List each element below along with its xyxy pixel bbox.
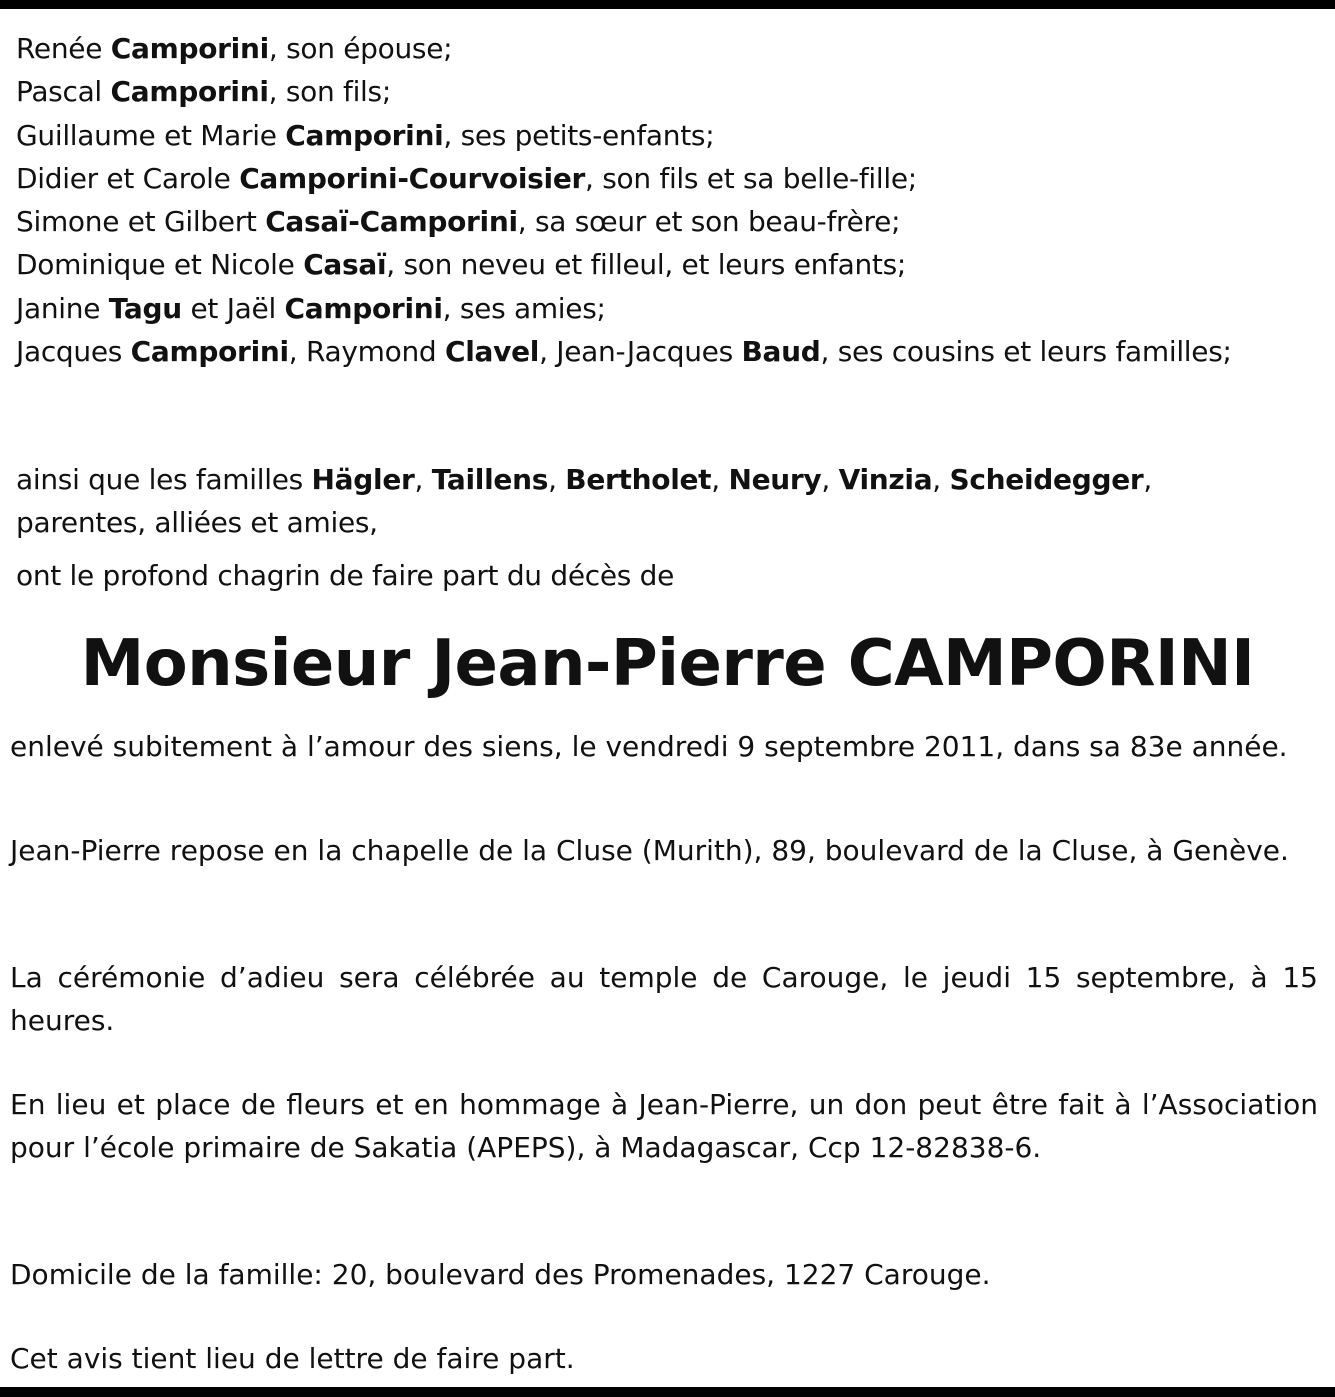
repose-paragraph: Jean-Pierre repose en la chapelle de la Cluse (Murith), 89, boulevard de la Cluse, à Genève. bbox=[10, 834, 1289, 867]
mourner-first-names: Dominique et Nicole bbox=[16, 248, 304, 282]
families-paragraph: ainsi que les familles Hägler, Taillens, Bertholet, Neury, Vinzia, Scheidegger, parentes, alliées et amies, bbox=[16, 463, 1153, 539]
mourner-relation: , ses petits-enfants; bbox=[443, 118, 715, 152]
families-suffix: parentes, alliées et amies, bbox=[16, 506, 378, 539]
mourner-surname: Camporini-Courvoisier bbox=[239, 161, 586, 195]
mourner-line bbox=[16, 200, 1306, 243]
family-name: Vinzia bbox=[838, 463, 933, 496]
mourner-first-names: Pascal bbox=[16, 75, 111, 109]
mourner-first-names: Didier et Carole bbox=[16, 161, 240, 195]
donation-paragraph: En lieu et place de fleurs et en hommage à Jean-Pierre, un don peut être fait à l’Association pour l’école primaire de Sakatia (APEPS), à Madagascar, Ccp 12-82838-6. bbox=[10, 1088, 1318, 1164]
family-name: Bertholet bbox=[565, 463, 712, 496]
mourner-surname: Camporini bbox=[284, 291, 443, 325]
mourner-surname: Tagu bbox=[108, 291, 182, 325]
mourner-surname: Baud bbox=[741, 335, 821, 369]
mourner-surname: Camporini bbox=[285, 118, 444, 152]
families-prefix: ainsi que les familles bbox=[16, 463, 312, 496]
domicile-paragraph: Domicile de la famille: 20, boulevard des Promenades, 1227 Carouge. bbox=[10, 1258, 991, 1291]
mourner-surname: Casaï-Camporini bbox=[265, 205, 518, 239]
ceremony-paragraph: La cérémonie d’adieu sera célébrée au temple de Carouge, le jeudi 15 septembre, à 15 heures. bbox=[10, 961, 1318, 1037]
mourner-line-amies: Janine Tagu et Jaël Camporini, ses amies; bbox=[16, 291, 606, 325]
death-paragraph: enlevé subitement à l’amour des siens, le vendredi 9 septembre 2011, dans sa 83e année. bbox=[10, 730, 1288, 763]
family-name: Scheidegger bbox=[949, 463, 1144, 496]
mourner-first-names: Guillaume et Marie bbox=[16, 118, 286, 152]
deceased-name-heading: Monsieur Jean-Pierre CAMPORINI bbox=[80, 627, 1255, 701]
mourner-relation: , son neveu et filleul, et leurs enfants; bbox=[386, 248, 907, 282]
mourner-relation: , son fils; bbox=[268, 75, 391, 109]
closing-paragraph: Cet avis tient lieu de lettre de faire part. bbox=[10, 1342, 575, 1375]
mourner-line bbox=[16, 27, 1306, 70]
mourner-line-cousins: Jacques Camporini, Raymond Clavel, Jean-Jacques Baud, ses cousins et leurs familles; bbox=[16, 335, 1232, 369]
family-name: Hägler bbox=[311, 463, 415, 496]
mourner-relation: , son fils et sa belle-fille; bbox=[585, 161, 917, 195]
mourner-relation: , sa sœur et son beau-frère; bbox=[517, 205, 901, 239]
mourner-first-names: Renée bbox=[16, 32, 111, 65]
mourner-surname: Camporini bbox=[130, 335, 289, 369]
family-name: Taillens bbox=[431, 463, 549, 496]
announcement-intro: ont le profond chagrin de faire part du décès de bbox=[16, 559, 675, 592]
mourner-line bbox=[16, 114, 1306, 157]
mourners-list bbox=[16, 27, 1306, 373]
mourner-line bbox=[16, 70, 1306, 113]
mourner-first-names: Simone et Gilbert bbox=[16, 205, 266, 239]
mourner-line bbox=[16, 157, 1306, 200]
mourner-surname: Camporini bbox=[110, 75, 269, 109]
mourner-surname: Camporini bbox=[110, 32, 269, 65]
family-name: Neury bbox=[728, 463, 822, 496]
mourner-relation: , son épouse; bbox=[268, 32, 453, 65]
top-border-rule bbox=[0, 0, 1335, 9]
mourner-surname: Casaï bbox=[303, 248, 387, 282]
mourner-surname: Clavel bbox=[445, 335, 540, 369]
bottom-border-rule bbox=[0, 1387, 1335, 1397]
mourner-line bbox=[16, 243, 1306, 286]
